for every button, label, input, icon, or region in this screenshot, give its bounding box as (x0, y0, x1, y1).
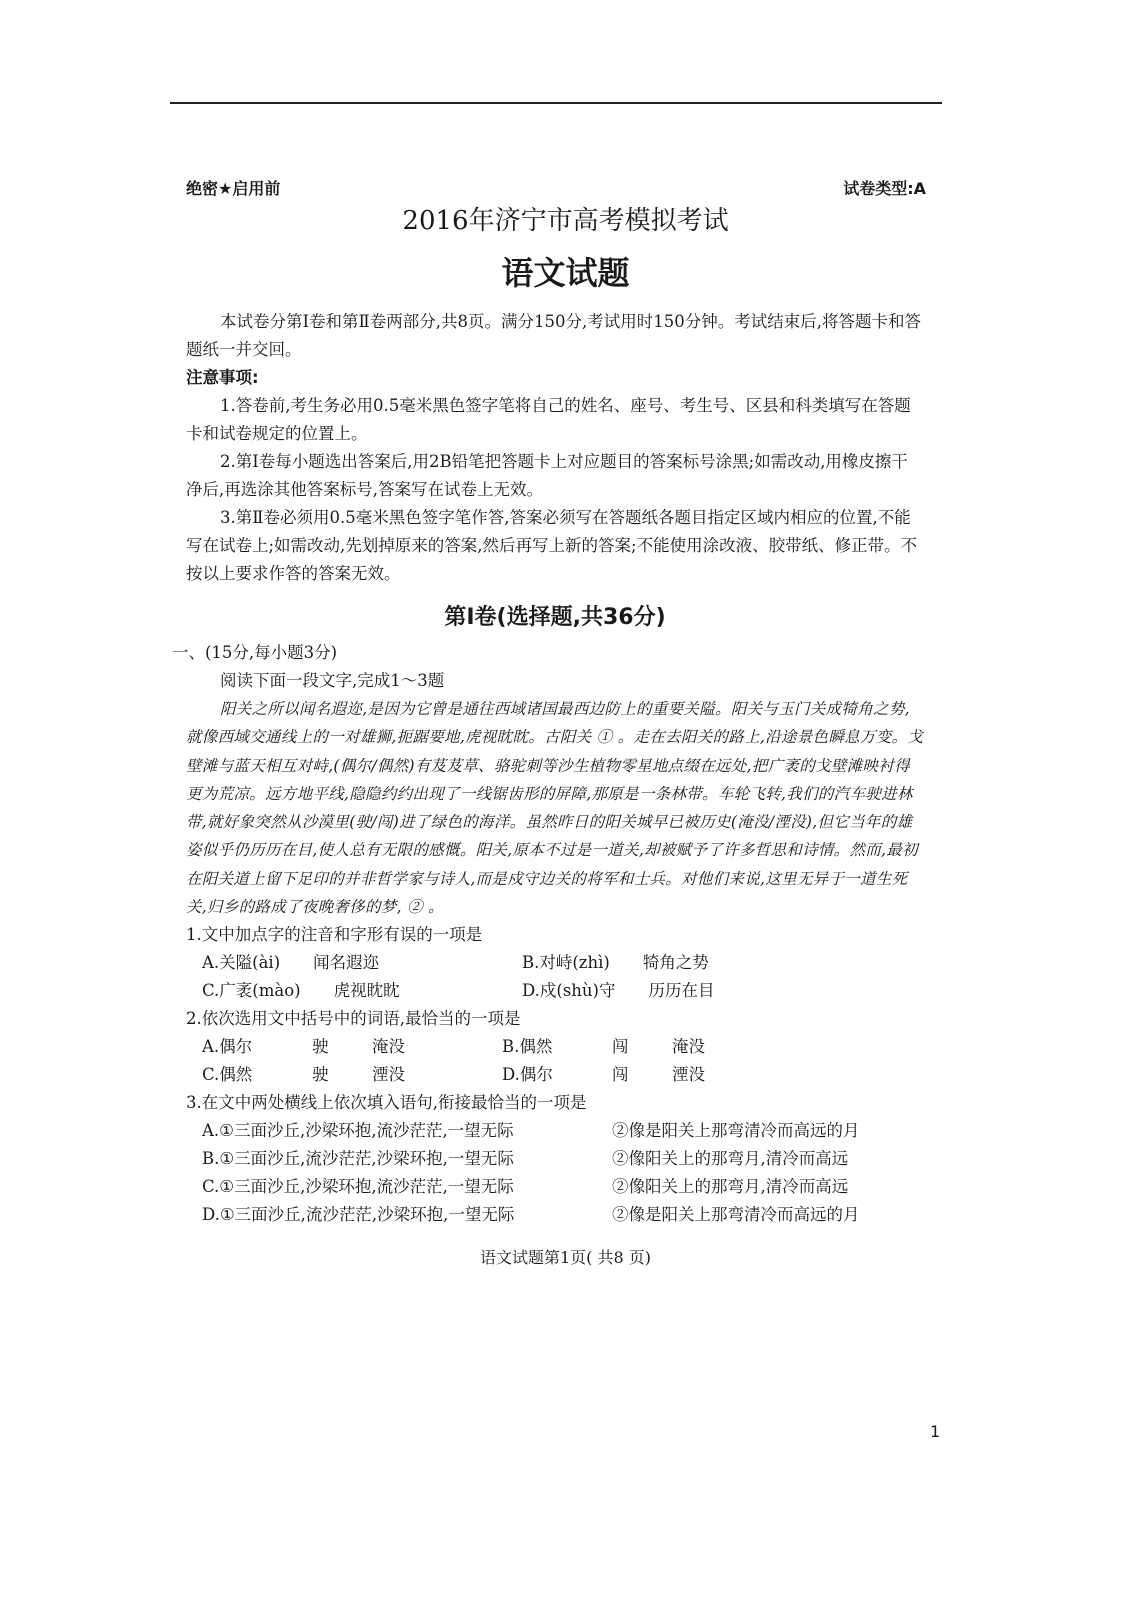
q2-option-c-word3: 湮没 (372, 1065, 405, 1085)
q3-option-a-part2: ②像是阳关上那弯清冷而高远的月 (612, 1121, 860, 1141)
q2-option-c: C.偶然 (202, 1065, 253, 1085)
page-footer: 语文试题第1页( 共8 页) (479, 1248, 652, 1267)
q3-option-b-part1: B.①三面沙丘,流沙茫茫,沙梁环抱,一望无际 (202, 1149, 514, 1169)
q3-option-b-row (202, 1145, 924, 1173)
q2-option-a-word3: 淹没 (372, 1037, 405, 1057)
q2-option-b-word2: 闯 (612, 1037, 629, 1057)
question-3-options (186, 1117, 924, 1229)
question-3-stem: 3.在文中两处横线上依次填入语句,衔接最恰当的一项是 (186, 1093, 587, 1113)
question-2-stem: 2.依次选用文中括号中的词语,最恰当的一项是 (186, 1009, 521, 1029)
q1-option-c: C.广袤(mào) 虎视眈眈 (202, 981, 400, 1001)
q3-option-c-part1: C.①三面沙丘,沙梁环抱,流沙茫茫,一望无际 (202, 1177, 514, 1197)
section-title: 第Ⅰ卷(选择题,共36分) (444, 605, 666, 630)
top-rule (170, 102, 942, 104)
page-number: 1 (930, 1422, 941, 1441)
q1-option-d: D.戍(shù)守 历历在目 (522, 981, 715, 1001)
part-instruction: 阅读下面一段文字,完成1～3题 (220, 671, 445, 690)
q2-option-d: D.偶尔 (502, 1065, 553, 1085)
q3-option-d-part1: D.①三面沙丘,流沙茫茫,沙梁环抱,一望无际 (202, 1205, 515, 1225)
q2-option-b-word3: 淹没 (672, 1037, 705, 1057)
q2-option-b: B.偶然 (502, 1037, 553, 1057)
question-1-stem: 1.文中加点字的注音和字形有误的一项是 (186, 925, 483, 945)
notice-3: 3.第Ⅱ卷必须用0.5毫米黑色签字笔作答,答案必须写在答题纸各题目指定区域内相应的位置,不能写在试卷上;如需改动,先划掉原来的答案,然后再写上新的答案;不能使用涂改液、胶带纸、修正带。不按以上要求作答的答案无效。 (186, 508, 918, 583)
q1-option-b: B.对峙(zhì) 犄角之势 (522, 953, 709, 973)
question-2-options (186, 1033, 924, 1089)
q3-option-c-part2: ②像阳关上的那弯月,清冷而高远 (612, 1177, 849, 1197)
reading-passage: 阳关之所以闻名遐迩,是因为它曾是通往西域诸国最西边防上的重要关隘。阳关与玉门关成犄角之势,就像西域交通线上的一对雄狮,扼踞要地,虎视眈眈。古阳关 ① 。走在去阳关的路上,沿途景色瞬息万变。戈壁滩与蓝天相互对峙,(偶尔/偶然)有芨芨草、骆驼刺等沙生植物零星地点缀在远处,把广袤的戈壁滩映衬得更为荒凉。远方地平线,隐隐约约出现了一线锯齿形的屏障,那原是一条林带。车轮飞转,我们的汽车驶进林带,就好象突然从沙漠里(驶/闯)进了绿色的海洋。虽然昨日的阳关城早已被历史(淹没/湮没),但它当年的雄姿似乎仍历历在目,使人总有无限的感慨。阳关,原本不过是一道关,却被赋予了许多哲思和诗情。然而,最初在阳关道上留下足印的并非哲学家与诗人,而是戍守边关的将军和士兵。对他们来说,这里无异于一道生死关,归乡的路成了夜晚奢侈的梦, ② 。 (186, 700, 924, 917)
notice-1: 1.答卷前,考生务必用0.5毫米黑色签字笔将自己的姓名、座号、考生号、区县和科类填写在答题卡和试卷规定的位置上。 (186, 396, 911, 443)
exam-title: 2016年济宁市高考模拟考试 (402, 206, 729, 236)
subject-title: 语文试题 (501, 254, 630, 292)
notice-2: 2.第Ⅰ卷每小题选出答案后,用2B铅笔把答题卡上对应题目的答案标号涂黑;如需改动,用橡皮擦干净后,再选涂其他答案标号,答案写在试卷上无效。 (186, 452, 908, 499)
q2-option-a: A.偶尔 (202, 1037, 253, 1057)
paper-type-label: 试卷类型:A (843, 179, 926, 198)
q3-option-d-part2: ②像是阳关上那弯清冷而高远的月 (612, 1205, 860, 1225)
q2-option-d-word3: 湮没 (672, 1065, 705, 1085)
notice-title: 注意事项: (186, 368, 259, 387)
confidential-label: 绝密★启用前 (186, 179, 281, 198)
q2-option-d-word2: 闯 (612, 1065, 629, 1085)
q2-option-c-word2: 驶 (312, 1065, 329, 1085)
part-heading: 一、(15分,每小题3分) (172, 643, 338, 662)
intro-text: 本试卷分第Ⅰ卷和第Ⅱ卷两部分,共8页。满分150分,考试用时150分钟。考试结束后,将答题卡和答题纸一并交回。 (186, 312, 921, 359)
exam-content (172, 308, 924, 1229)
q2-option-a-word2: 驶 (312, 1037, 329, 1057)
question-1-options (186, 949, 924, 1005)
q3-option-d-row (202, 1201, 924, 1229)
q3-option-a-part1: A.①三面沙丘,沙梁环抱,流沙茫茫,一望无际 (202, 1121, 514, 1141)
q3-option-a-row (202, 1117, 924, 1145)
q3-option-b-part2: ②像阳关上的那弯月,清冷而高远 (612, 1149, 849, 1169)
q3-option-c-row (202, 1173, 924, 1201)
q1-option-a: A.关隘(ài) 闻名遐迩 (202, 953, 380, 973)
